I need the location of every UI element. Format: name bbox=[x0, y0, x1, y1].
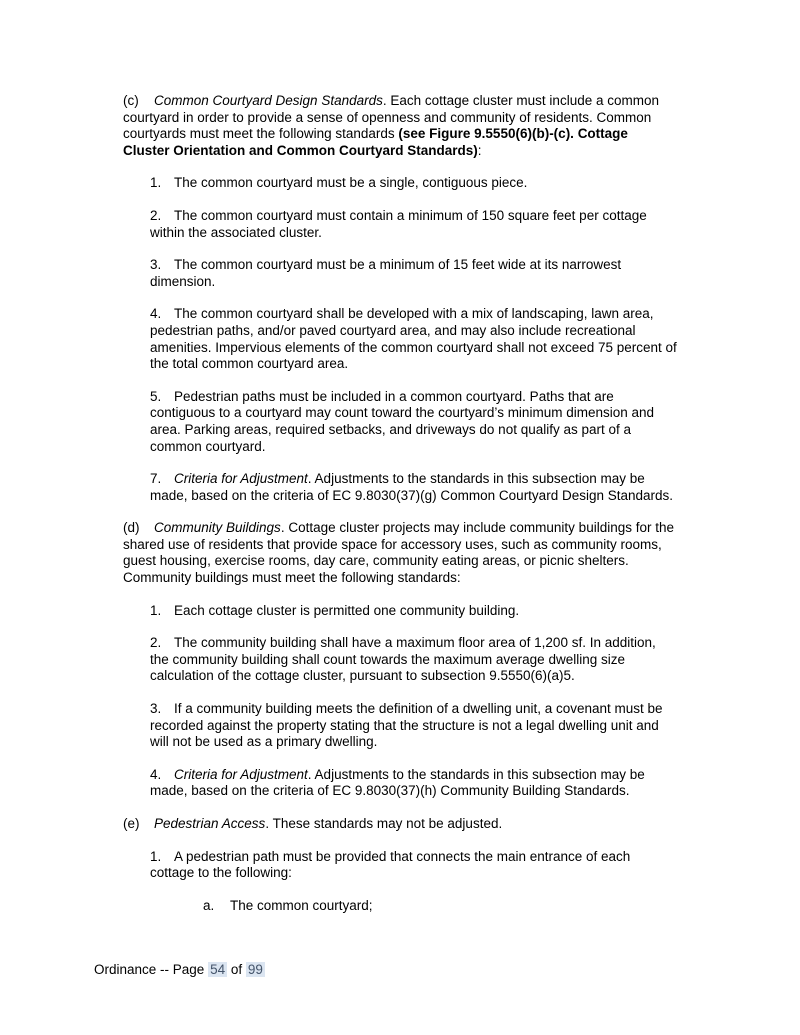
page-number-field: 54 bbox=[210, 962, 226, 977]
item-label: (d) bbox=[123, 520, 140, 536]
item-label: 2. bbox=[150, 207, 162, 223]
text-run: Criteria for Adjustment bbox=[174, 766, 308, 782]
item-label: 1. bbox=[150, 175, 162, 191]
list-item bbox=[150, 471, 677, 504]
total-pages-field: 99 bbox=[247, 962, 263, 977]
text-run: Each cottage cluster is permitted one community building. bbox=[174, 602, 520, 618]
paragraph bbox=[123, 520, 677, 586]
text-run: Pedestrian paths must be included in a common courtyard. Paths that are contiguous to a courtyard may count toward the courtyard’s minimum dimension and area. Parking areas, required setbacks, and driveways do not qualify as part of a common courtyard. bbox=[150, 388, 655, 454]
item-label: 4. bbox=[150, 766, 162, 782]
item-label: 3. bbox=[150, 257, 162, 273]
text-run: Common Courtyard Design Standards bbox=[154, 93, 383, 108]
text-run: . Each cottage cluster must include a common courtyard in order to provide a sense of openness and community of residents. Common courtyards must meet the following standards bbox=[123, 93, 659, 142]
item-label: 1. bbox=[150, 848, 162, 864]
list-item bbox=[203, 898, 677, 915]
list-item bbox=[150, 389, 677, 455]
item-label: 3. bbox=[150, 701, 162, 717]
item-label: 2. bbox=[150, 635, 162, 651]
item-label: 5. bbox=[150, 388, 162, 404]
text-run: A pedestrian path must be provided that connects the main entrance of each cottage to the following: bbox=[150, 848, 631, 881]
list-item bbox=[150, 849, 677, 882]
text-run: : bbox=[477, 142, 482, 158]
item-label: 7. bbox=[150, 471, 162, 487]
list-item bbox=[150, 306, 677, 372]
text-run: . Cottage cluster projects may include community buildings for the shared use of residents that provide space for accessory uses, such as community rooms, guest housing, exercise rooms, day care, community eating areas, or picnic shelters. Community buildings must meet the following standards: bbox=[123, 520, 674, 586]
text-run: (see Figure 9.5550(6)(b)-(c). Cottage Cluster Orientation and Common Courtyard Standards) bbox=[123, 126, 628, 158]
list-item bbox=[150, 701, 677, 751]
paragraph bbox=[123, 93, 677, 159]
page-footer bbox=[94, 962, 265, 979]
text-run: The common courtyard must be a single, contiguous piece. bbox=[174, 175, 528, 191]
text-run: The common courtyard must be a minimum of 15 feet wide at its narrowest dimension. bbox=[150, 257, 622, 289]
list-item bbox=[150, 767, 677, 800]
list-item bbox=[150, 257, 677, 290]
text-run: The common courtyard; bbox=[230, 897, 373, 913]
list-item bbox=[150, 603, 677, 620]
document-body bbox=[123, 93, 677, 930]
text-run: The community building shall have a maximum floor area of 1,200 sf. In addition, the community building shall count towards the maximum average dwelling size calculation of the cottage cluster, pursuant to subsection 9.5550(6)(a)5. bbox=[150, 635, 656, 684]
text-run: . Adjustments to the standards in this subsection may be made, based on the criteria of EC 9.8030(37)(g) Common Courtyard Design Standards. bbox=[150, 471, 674, 503]
text-run: If a community building meets the definition of a dwelling unit, a covenant must be recorded against the property stating that the structure is not a legal dwelling unit and will not be used as a primary dwelling. bbox=[150, 701, 663, 750]
text-run: The common courtyard shall be developed with a mix of landscaping, lawn area, pedestrian paths, and/or paved courtyard area, and may also include recreational amenities. Impervious elements of the common courtyard shall not exceed 75 percent of the total common courtyard area. bbox=[150, 306, 677, 372]
item-label: (c) bbox=[123, 93, 139, 108]
text-run: The common courtyard must contain a minimum of 150 square feet per cottage within the associated cluster. bbox=[150, 207, 647, 240]
footer-label: Ordinance -- Page bbox=[94, 962, 205, 977]
text-run: Community Buildings bbox=[154, 520, 281, 536]
text-run: . These standards may not be adjusted. bbox=[265, 816, 503, 831]
text-run: Criteria for Adjustment bbox=[174, 471, 308, 487]
item-label: a. bbox=[203, 897, 215, 913]
item-label: (e) bbox=[123, 816, 140, 831]
text-run: . Adjustments to the standards in this subsection may be made, based on the criteria of EC 9.8030(37)(h) Community Building Standards. bbox=[150, 766, 645, 799]
list-item bbox=[150, 175, 677, 192]
paragraph bbox=[123, 816, 677, 833]
text-run: Pedestrian Access bbox=[154, 816, 266, 831]
footer-of-label: of bbox=[230, 962, 243, 977]
item-label: 1. bbox=[150, 602, 162, 618]
list-item bbox=[150, 208, 677, 241]
item-label: 4. bbox=[150, 306, 162, 322]
list-item bbox=[150, 635, 677, 685]
